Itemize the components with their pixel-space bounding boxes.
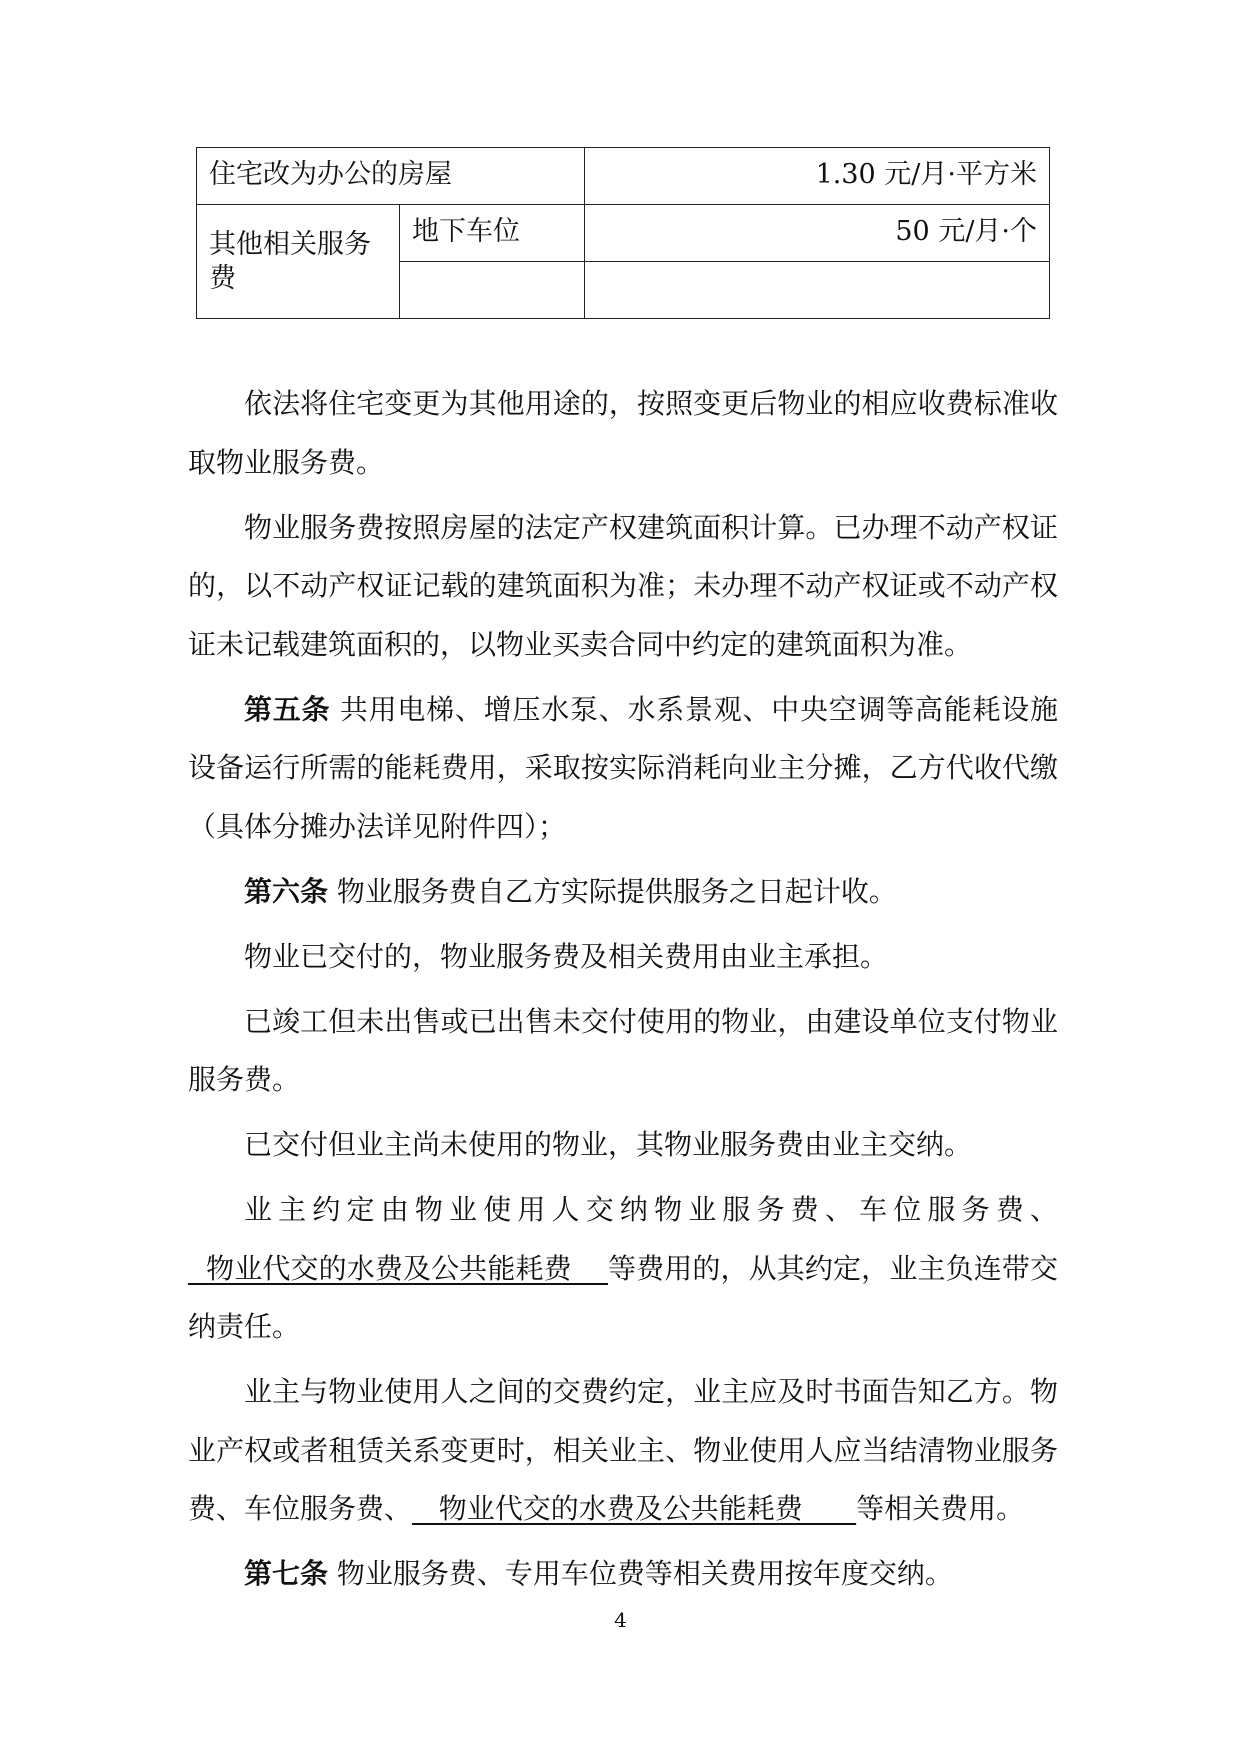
office-conversion-label: 住宅改为办公的房屋	[209, 159, 452, 190]
page-number: 4	[614, 1608, 627, 1632]
article-5-text: 共用电梯、增压水泵、水系景观、中央空调等高能耗设施设备运行所需的能耗费用，采取按实际消耗向业主分摊，乙方代收代缴（具体分摊办法详见附件四）；	[188, 692, 1058, 843]
paragraph-article-5	[188, 681, 1058, 857]
table-cell-category	[197, 205, 400, 319]
office-conversion-fee: 1.30 元/月·平方米	[815, 159, 1037, 190]
underlined-fee-item: 物业代交的水费及公共能耗费	[412, 1492, 857, 1525]
article-7-heading: 第七条	[244, 1557, 329, 1590]
table-cell-value	[585, 205, 1050, 262]
paragraph-usage-change: 依法将住宅变更为其他用途的，按照变更后物业的相应收费标准收取物业服务费。	[188, 387, 1058, 479]
paragraph-notification	[188, 1363, 1058, 1539]
paragraph-unsold: 已竣工但未出售或已出售未交付使用的物业，由建设单位支付物业服务费。	[188, 1004, 1058, 1096]
fee-table	[196, 147, 1050, 319]
underground-parking-label: 地下车位	[412, 216, 520, 247]
article-6-heading: 第六条	[244, 874, 329, 908]
article-5-heading: 第五条	[244, 692, 331, 726]
underground-parking-fee: 50 元/月·个	[895, 216, 1037, 247]
underlined-fee-item: 物业代交的水费及公共能耗费	[188, 1251, 608, 1285]
table-cell-item	[400, 262, 585, 319]
article-7-text: 物业服务费、专用车位费等相关费用按年度交纳。	[336, 1557, 953, 1590]
paragraph-delivered: 物业已交付的，物业服务费及相关费用由业主承担。	[244, 939, 889, 973]
paragraph-article-7	[188, 1545, 1058, 1604]
table-row	[197, 205, 1050, 262]
paragraph-user-agreement	[188, 1181, 1058, 1357]
table-cell-value	[585, 262, 1050, 319]
article-6-text: 物业服务费自乙方实际提供服务之日起计收。	[336, 874, 897, 908]
paragraph-area-calculation: 物业服务费按照房屋的法定产权建筑面积计算。已办理不动产权证的，以不动产权证记载的建筑面积为准；未办理不动产权证或不动产权证未记载建筑面积的，以物业买卖合同中约定的建筑面积为准。	[188, 510, 1058, 661]
other-fees-category: 其他相关服务费	[209, 228, 371, 294]
paragraph-unused: 已交付但业主尚未使用的物业，其物业服务费由业主交纳。	[244, 1128, 973, 1161]
paragraph-article-6	[188, 863, 1058, 922]
table-cell-label	[197, 148, 585, 205]
user-agreement-text-a: 业主约定由物业使用人交纳物业服务费、车位服务费、	[244, 1193, 1058, 1226]
user-agreement-text-b: 等费用的，从其约定，业主负连带交纳责任。	[188, 1251, 1058, 1343]
notification-text-b: 等相关费用。	[856, 1492, 1025, 1525]
table-cell-value	[585, 148, 1050, 205]
notification-text-a: 业主与物业使用人之间的交费约定，业主应及时书面告知乙方。物业产权或者租赁关系变更时，相关业主、物业使用人应当结清物业服务费、车位服务费、	[188, 1375, 1058, 1525]
table-cell-item	[400, 205, 585, 262]
table-row	[197, 148, 1050, 205]
document-body	[188, 375, 1058, 1610]
